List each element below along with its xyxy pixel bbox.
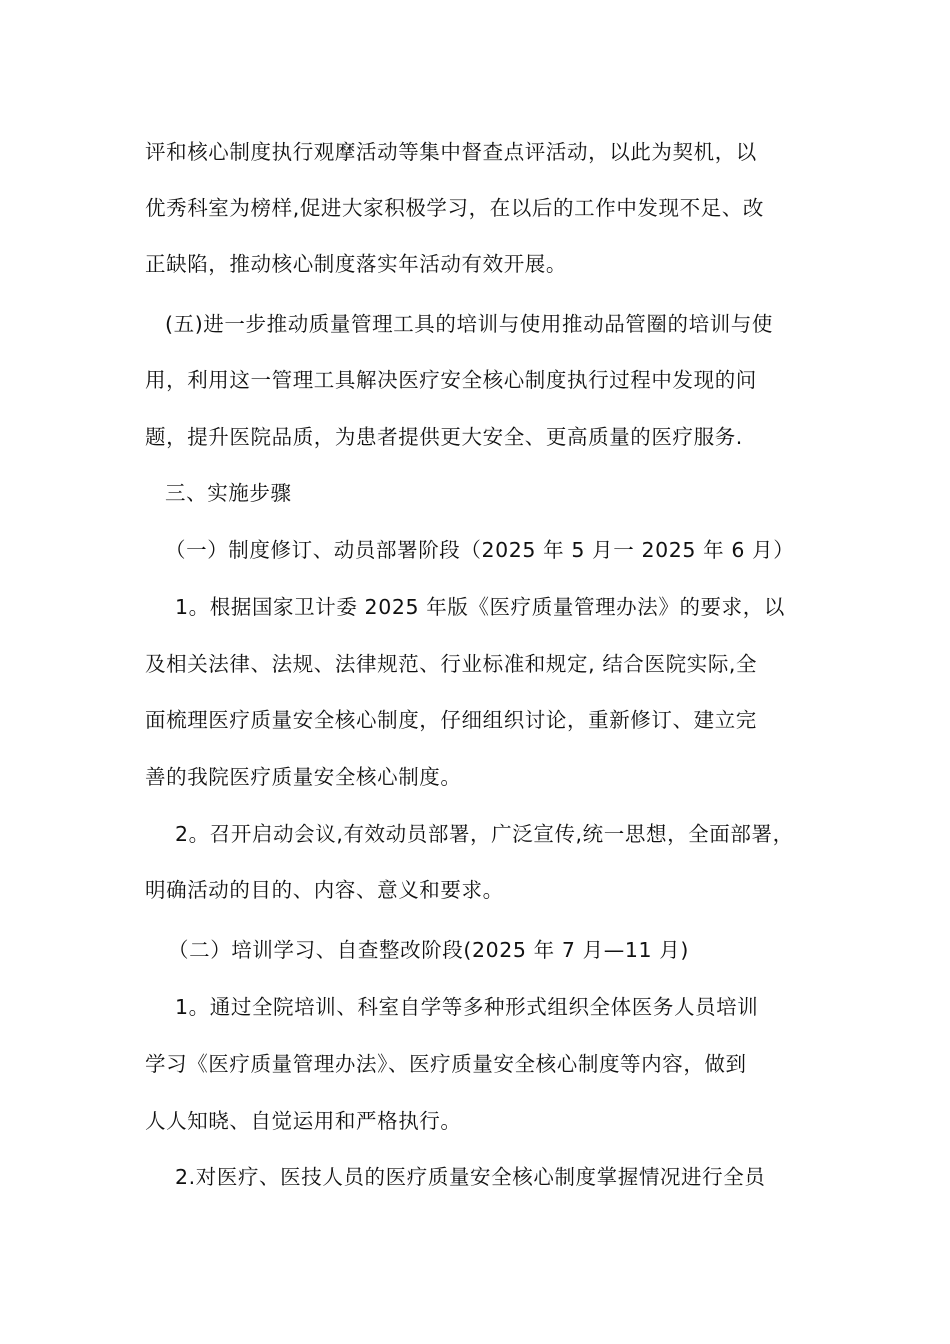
text-line: 正缺陷，推动核心制度落实年活动有效开展。 (145, 252, 567, 276)
text-line: 2。召开启动会议,有效动员部署，广泛宣传,统一思想，全面部署， (175, 822, 794, 846)
text-line: 1。根据国家卫计委 2025 年版《医疗质量管理办法》的要求，以 (175, 595, 785, 619)
text-line: 评和核心制度执行观摩活动等集中督查点评活动，以此为契机，以 (145, 140, 757, 164)
text-line: 明确活动的目的、内容、意义和要求。 (145, 878, 504, 902)
section-heading: 三、实施步骤 (165, 481, 292, 505)
text-line: (五)进一步推动质量管理工具的培训与使用推动品管圈的培训与使 (165, 312, 773, 336)
subsection-heading: （一）制度修订、动员部署阶段（2025 年 5 月一 2025 年 6 月） (165, 538, 795, 562)
text-line: 善的我院医疗质量安全核心制度。 (145, 765, 462, 789)
text-line: 及相关法律、法规、法律规范、行业标准和规定, 结合医院实际,全 (145, 652, 758, 676)
text-line: 面梳理医疗质量安全核心制度，仔细组织讨论，重新修订、建立完 (145, 708, 757, 732)
text-line: 人人知晓、自觉运用和严格执行。 (145, 1109, 462, 1133)
text-line: 优秀科室为榜样,促进大家积极学习，在以后的工作中发现不足、改 (145, 196, 765, 220)
text-line: 2.对医疗、医技人员的医疗质量安全核心制度掌握情况进行全员 (175, 1165, 766, 1189)
text-line: 用，利用这一管理工具解决医疗安全核心制度执行过程中发现的问 (145, 368, 757, 392)
text-line: 1。通过全院培训、科室自学等多种形式组织全体医务人员培训 (175, 995, 759, 1019)
text-line: 学习《医疗质量管理办法》、医疗质量安全核心制度等内容，做到 (145, 1052, 747, 1076)
text-line: 题，提升医院品质，为患者提供更大安全、更高质量的医疗服务. (145, 425, 743, 449)
subsection-heading: （二）培训学习、自查整改阶段(2025 年 7 月—11 月) (168, 938, 689, 962)
